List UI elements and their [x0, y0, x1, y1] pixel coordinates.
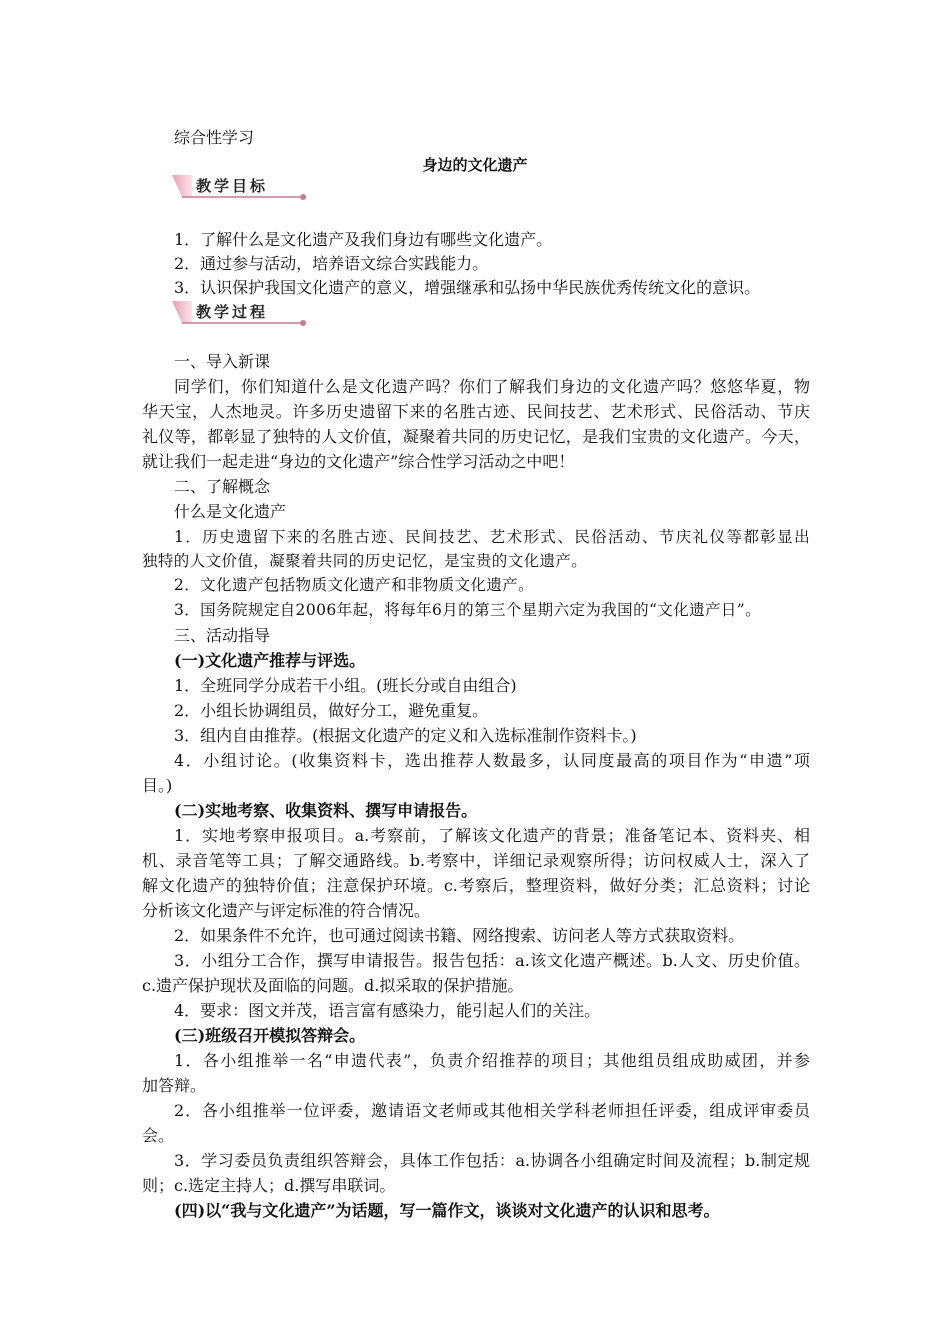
subheading: 什么是文化遗产 — [174, 502, 287, 521]
paragraph-line: 3．国务院规定自2006年起，将每年6月的第三个星期六定为我国的“文化遗产日”。 — [174, 601, 762, 619]
objective-item: 1．了解什么是文化遗产及我们身边有哪些文化遗产。 — [174, 230, 553, 249]
process-banner — [172, 298, 312, 328]
paragraph-line: 解文化遗产的独特价值；注意保护环境。c.考察后，整理资料，做好分类；汇总资料；讨论 — [142, 876, 810, 895]
paragraph-line: 3．学习委员负责组织答辩会，具体工作包括：a.协调各小组确定时间及流程；b.制定规 — [174, 1151, 810, 1170]
paragraph-line: 则；c.选定主持人；d.撰写串联词。 — [142, 1176, 396, 1195]
objective-item: 3．认识保护我国文化遗产的意义，增强继承和弘扬中华民族优秀传统文化的意识。 — [174, 278, 761, 297]
activity-heading: (三)班级召开模拟答辩会。 — [174, 1026, 366, 1045]
paragraph-line: 独特的人文价值，凝聚着共同的历史记忆，是宝贵的文化遗产。 — [142, 552, 588, 570]
paragraph-line: 1．实地考察申报项目。a.考察前，了解该文化遗产的背景；准备笔记本、资料夹、相 — [174, 826, 810, 845]
activity-heading: (一)文化遗产推荐与评选。 — [174, 651, 366, 670]
page-title: 身边的文化遗产 — [422, 156, 528, 174]
paragraph-line: 华天宝，人杰地灵。许多历史遗留下来的名胜古迹、民间技艺、艺术形式、民俗活动、节庆 — [142, 402, 810, 421]
paragraph-line: 4．要求：图文并茂，语言富有感染力，能引起人们的关注。 — [174, 1001, 601, 1020]
paragraph-line: 1．各小组推举一名“申遗代表”，负责介绍推荐的项目；其他组员组成助威团，并参 — [174, 1051, 810, 1070]
objective-item: 2．通过参与活动，培养语文综合实践能力。 — [174, 254, 489, 273]
objectives-banner — [172, 172, 312, 202]
paragraph-line: c.遗产保护现状及面临的问题。d.拟采取的保护措施。 — [142, 976, 524, 995]
paragraph-line: 会。 — [142, 1126, 175, 1145]
paragraph-line: 就让我们一起走进“身边的文化遗产”综合性学习活动之中吧！ — [142, 452, 575, 471]
activity-heading: (四)以“我与文化遗产”为话题，写一篇作文，谈谈对文化遗产的认识和思考。 — [174, 1201, 720, 1220]
paragraph-line: 礼仪等，都彰显了独特的人文价值，凝聚着共同的历史记忆，是我们宝贵的文化遗产。今天， — [142, 427, 810, 446]
paragraph-line: 目。) — [142, 776, 173, 795]
paragraph-line: 4．小组讨论。(收集资料卡，选出推荐人数最多，认同度最高的项目作为“申遗”项 — [174, 751, 810, 770]
paragraph-line: 3．小组分工合作，撰写申请报告。报告包括：a.该文化遗产概述。b.人文、历史价值。 — [174, 951, 810, 970]
paragraph-line: 机、录音笔等工具；了解交通路线。b.考察中，详细记录观察所得；访问权威人士，深入了 — [142, 851, 810, 870]
paragraph-line: 2．如果条件不允许，也可通过阅读书籍、网络搜索、访问老人等方式获取资料。 — [174, 926, 745, 945]
section-heading: 三、活动指导 — [174, 626, 271, 645]
section-heading: 一、导入新课 — [174, 352, 271, 371]
paragraph-line: 3．组内自由推荐。(根据文化遗产的定义和入选标准制作资料卡。) — [174, 726, 637, 745]
paragraph-line: 1．历史遗留下来的名胜古迹、民间技艺、艺术形式、民俗活动、节庆礼仪等都彰显出 — [174, 528, 810, 546]
paragraph-line: 2．文化遗产包括物质文化遗产和非物质文化遗产。 — [174, 576, 535, 594]
section-heading: 二、了解概念 — [174, 477, 271, 496]
process-title: 教学过程 — [196, 303, 269, 321]
paragraph-line: 2．各小组推举一位评委，邀请语文老师或其他相关学科老师担任评委，组成评审委员 — [174, 1101, 810, 1120]
activity-heading: (二)实地考察、收集资料、撰写申请报告。 — [174, 801, 478, 820]
paragraph-line: 2．小组长协调组员，做好分工，避免重复。 — [174, 701, 489, 720]
category-label: 综合性学习 — [174, 128, 255, 147]
objectives-title: 教学目标 — [196, 177, 269, 195]
paragraph-line: 同学们，你们知道什么是文化遗产吗？你们了解我们身边的文化遗产吗？悠悠华夏，物 — [174, 377, 810, 396]
paragraph-line: 1．全班同学分成若干小组。(班长分或自由组合) — [174, 676, 517, 695]
paragraph-line: 分析该文化遗产与评定标准的符合情况。 — [142, 901, 431, 920]
paragraph-line: 加答辩。 — [142, 1076, 207, 1095]
